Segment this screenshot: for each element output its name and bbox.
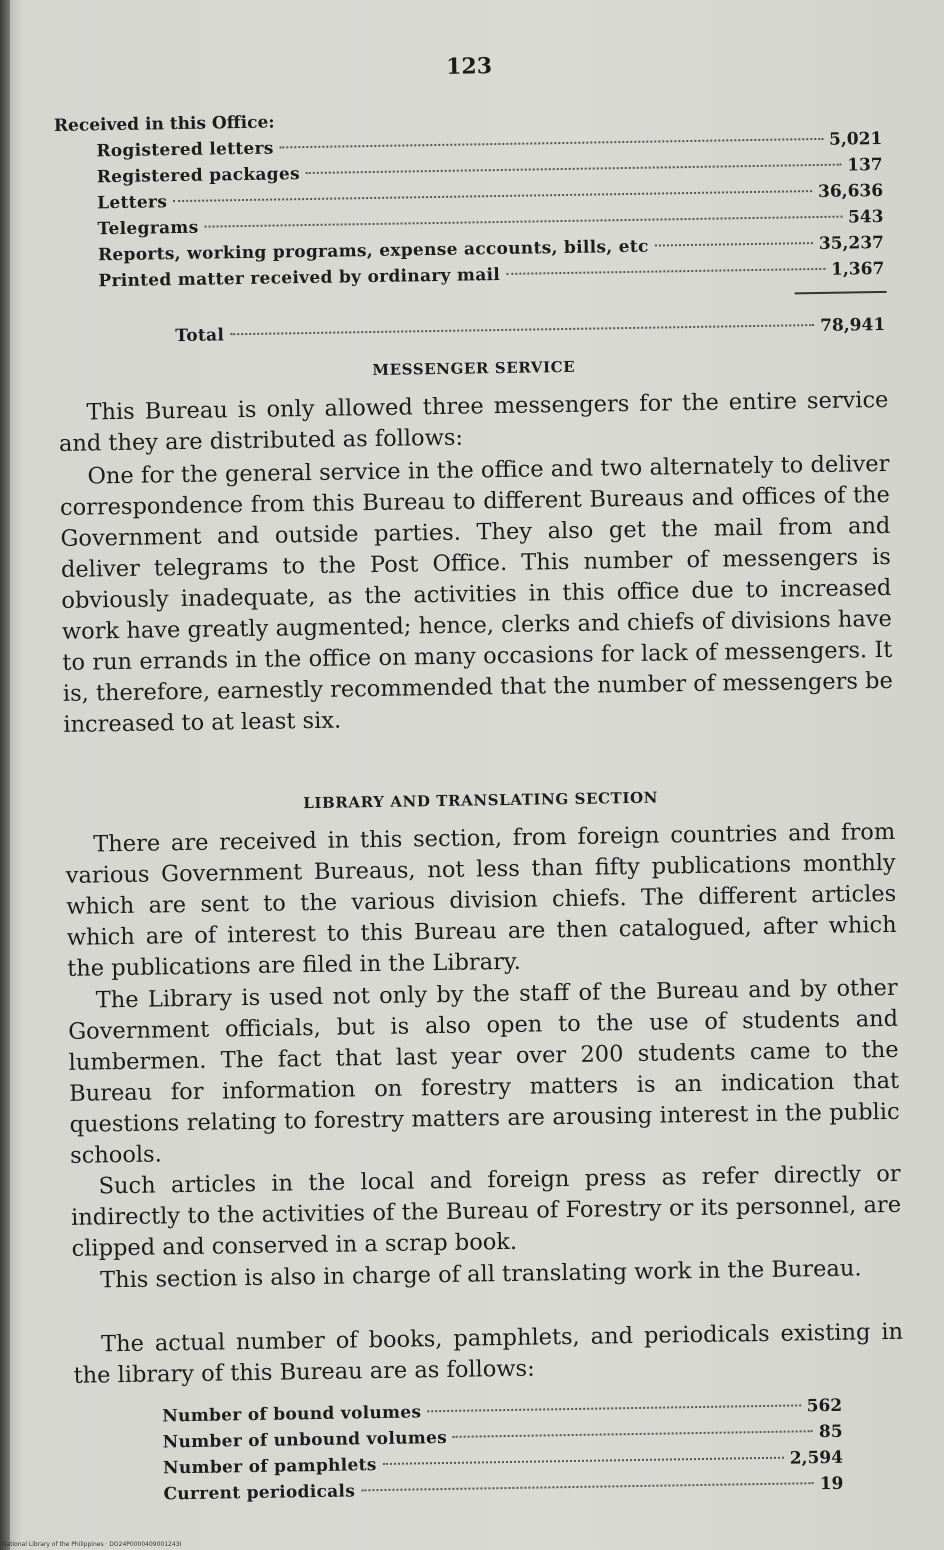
received-row-value: 36,636 xyxy=(817,180,884,202)
total-label: Total xyxy=(175,325,225,347)
leader-dots xyxy=(173,190,812,202)
library-paragraph: The actual number of books, pamphlets, and periodicals existing in the library of this Bureau are as follows: xyxy=(73,1318,904,1389)
received-row-label: Rogistered letters xyxy=(96,138,274,162)
received-row-value: 543 xyxy=(847,206,884,228)
leader-dots xyxy=(453,1430,813,1438)
received-row-label: Printed matter received by ordinary mail xyxy=(98,264,501,292)
book-spine xyxy=(0,0,10,1550)
library-row-value: 85 xyxy=(818,1421,843,1443)
total-rule xyxy=(795,291,887,294)
library-row-label: Number of pamphlets xyxy=(162,1455,377,1479)
leader-dots xyxy=(280,138,823,149)
library-row-label: Number of bound volumes xyxy=(162,1402,422,1427)
library-paragraph: The Library is used not only by the staff of the Bureau and by other Government officials, but is also open to the use of students and lumbermen. The fact that last year over 200 students came to the Bureau for information on forestry matters is an indication that questions relating to forestry matters are arousing interest in the public schools. xyxy=(68,974,900,1169)
leader-dots xyxy=(306,164,841,174)
received-heading: Received in this Office: xyxy=(53,112,275,136)
leader-dots xyxy=(427,1404,800,1412)
messenger-paragraph: This Bureau is only allowed three messengers for the entire service and they are distributed as follows: xyxy=(58,386,889,457)
received-row-label: Letters xyxy=(97,192,168,214)
leader-dots xyxy=(361,1482,814,1491)
leader-dots xyxy=(506,268,825,275)
received-row-value: 5,021 xyxy=(828,128,883,150)
library-row-label: Current periodicals xyxy=(163,1481,356,1505)
library-paragraph: There are received in this section, from foreign countries and from various Government Bureaus, not less than fifty publications monthly which are sent to the various division chiefs. The different articles which are of interest to this Bureau are then catalogued, after which the publications are filed in the Library. xyxy=(65,818,897,982)
received-row-label: Telegrams xyxy=(97,217,199,240)
messenger-heading: MESSENGER SERVICE xyxy=(372,357,576,380)
page-number: 123 xyxy=(445,53,493,80)
received-row-value: 137 xyxy=(847,154,883,176)
received-row-label: Reports, working programs, expense accounts, bills, etc xyxy=(97,236,649,266)
library-paragraph: This section is also in charge of all translating work in the Bureau. xyxy=(99,1255,862,1294)
received-row-value: 35,237 xyxy=(818,232,885,254)
library-row-value: 2,594 xyxy=(789,1447,844,1469)
leader-dots xyxy=(383,1457,784,1465)
library-row-value: 19 xyxy=(819,1473,844,1495)
scan-footer-note: National Library of the Philippines · DO24P0000409001243I xyxy=(2,1541,182,1548)
library-heading: LIBRARY AND TRANSLATING SECTION xyxy=(303,788,659,813)
received-row-label: Registered packages xyxy=(96,164,301,188)
library-paragraph: Such articles in the local and foreign press as refer directly or indirectly to the activities of the Bureau of Forestry or its personnel, are clipped and conserved in a scrap book. xyxy=(70,1160,902,1262)
total-value: 78,941 xyxy=(819,314,886,336)
leader-dots xyxy=(204,216,842,228)
received-total-row xyxy=(175,315,885,350)
leader-dots xyxy=(655,242,813,246)
received-row-value: 1,367 xyxy=(830,258,885,280)
messenger-paragraph: One for the general service in the office and two alternately to deliver correspondence from this Bureau to different Bureaus and offices of the Government and outside parties. They also get the mail from and deliver telegrams to the Post Office. This number of messengers is obviously inadequate, as the activities in this office due to increased work have greatly augmented; hence, clerks and chiefs of divisions have to run errands in the office on many occasions for lack of messengers. It is, therefore, earnestly recommended that the number of messengers be increased to at least six. xyxy=(59,450,894,738)
library-row-label: Number of unbound volumes xyxy=(162,1427,448,1453)
library-row-value: 562 xyxy=(806,1395,843,1417)
leader-dots xyxy=(230,324,814,335)
